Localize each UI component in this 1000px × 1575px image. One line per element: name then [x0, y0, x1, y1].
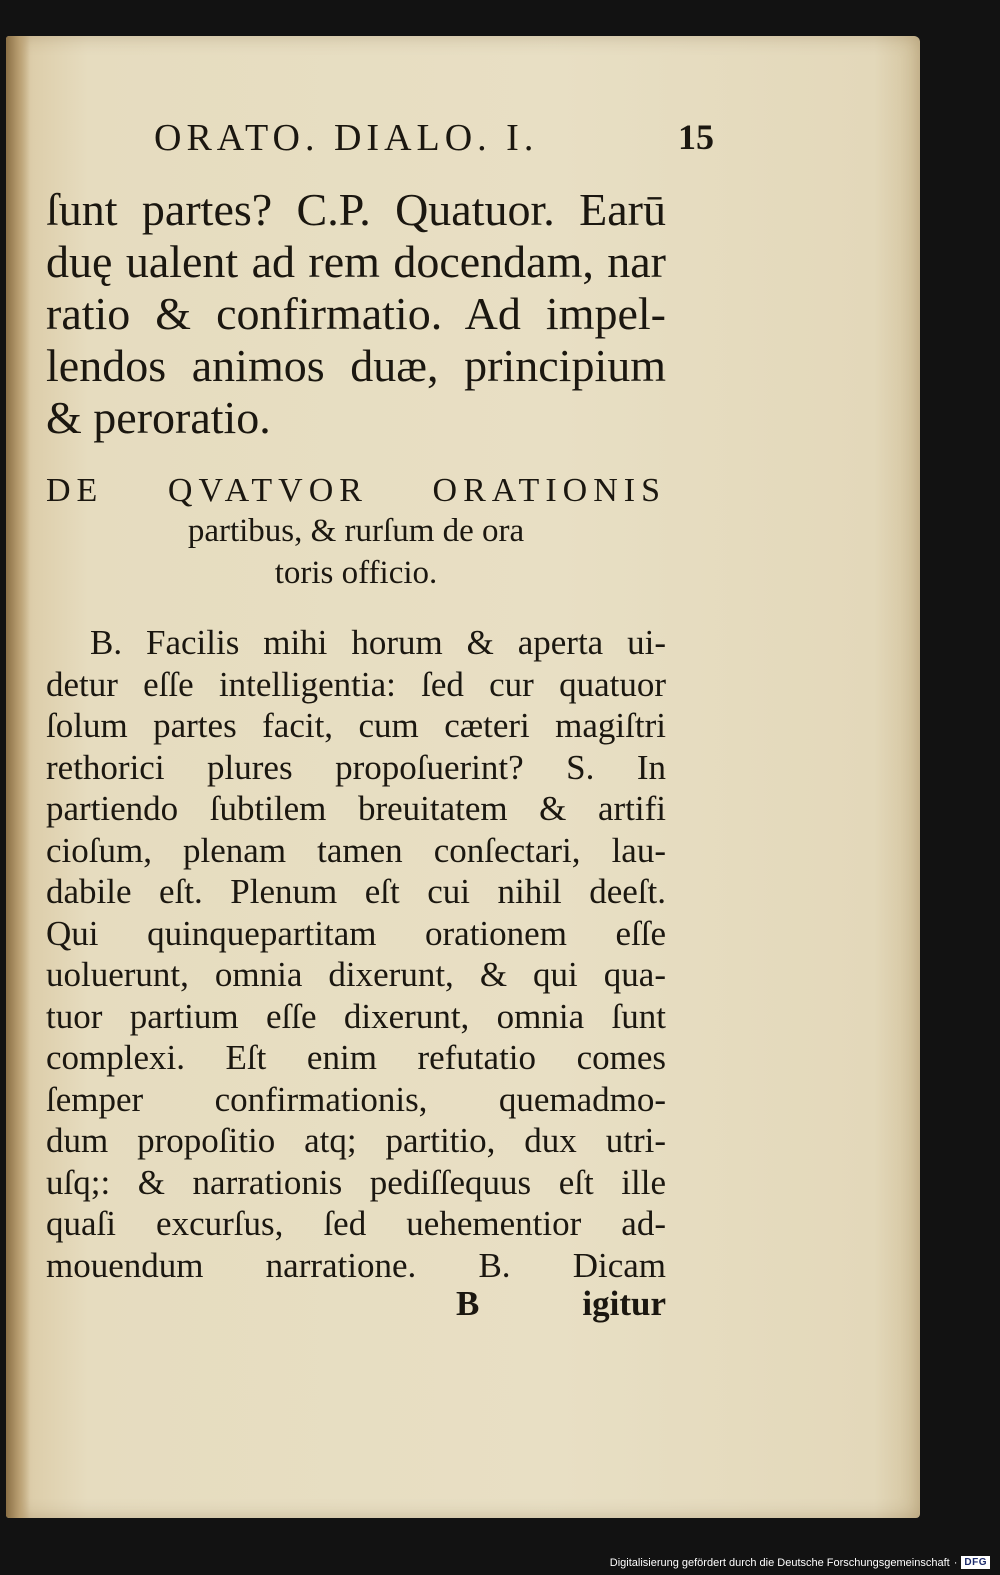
text-line: partiendo ſubtilem breuitatem & artifi: [46, 789, 666, 828]
text-line: detur eſſe intelligentia: ſed cur quatuor: [46, 664, 666, 704]
section-heading: [46, 472, 666, 594]
text-line: B. Facilis mihi horum & aperta ui-: [90, 623, 666, 662]
text-line: dum propoſitio atq; partitio, dux utri-: [46, 1121, 666, 1160]
passage-two: [46, 622, 666, 1286]
text-line: duę ualent ad rem docendam, nar: [46, 236, 666, 287]
text-line: cioſum, plenam tamen conſectari, lau-: [46, 830, 666, 870]
signature-mark: B: [456, 1284, 480, 1323]
text-line: dabile eſt. Plenum eſt cui nihil deeſt.: [46, 872, 666, 911]
text-line: tuor partium eſſe dixerunt, omnia ſunt: [46, 996, 666, 1036]
heading-line: partibus, & rurſum de ora: [187, 513, 525, 549]
text-line: rethorici plures propoſuerint? S. In: [46, 747, 666, 787]
text-line: uoluerunt, omnia dixerunt, & qui qua-: [46, 955, 666, 994]
text-line: complexi. Eſt enim refutatio comes: [46, 1038, 666, 1077]
text-line: ſunt partes? C.P. Quatuor. Earū: [46, 184, 666, 235]
heading-line: DE QVATVOR ORATIONIS: [46, 472, 666, 509]
text-line: uſq;: & narrationis pediſſequus eſt ille: [46, 1162, 666, 1202]
text-line: quaſi excurſus, ſed uehementior ad-: [46, 1204, 666, 1243]
text-line: mouendum narratione. B. Dicam: [46, 1245, 666, 1285]
page-gutter: [6, 36, 30, 1518]
running-head-title: ORATO. DIALO. I.: [154, 117, 539, 159]
digitization-credit: Digitalisierung gefördert durch die Deutsche Forschungsgemeinschaft · DFG: [610, 1556, 990, 1569]
dfg-logo: DFG: [961, 1556, 990, 1569]
running-head: [154, 116, 714, 160]
heading-line: toris officio.: [274, 555, 438, 591]
text-line: ratio & confirmatio. Ad impel-: [46, 288, 666, 339]
text-line: lendos animos duæ, principium: [46, 340, 666, 391]
text-line: & peroratio.: [46, 392, 271, 443]
credit-text: Digitalisierung gefördert durch die Deutsche Forschungsgemeinschaft: [609, 1556, 950, 1569]
book-page: [6, 36, 920, 1518]
catchword: igitur: [582, 1284, 666, 1323]
page-number: 15: [678, 117, 714, 157]
text-line: ſolum partes facit, cum cæteri magiſtri: [46, 706, 666, 745]
text-line: Qui quinquepartitam orationem eſſe: [46, 913, 666, 953]
text-line: ſemper confirmationis, quemadmo-: [46, 1079, 666, 1119]
passage-one: [46, 184, 666, 444]
